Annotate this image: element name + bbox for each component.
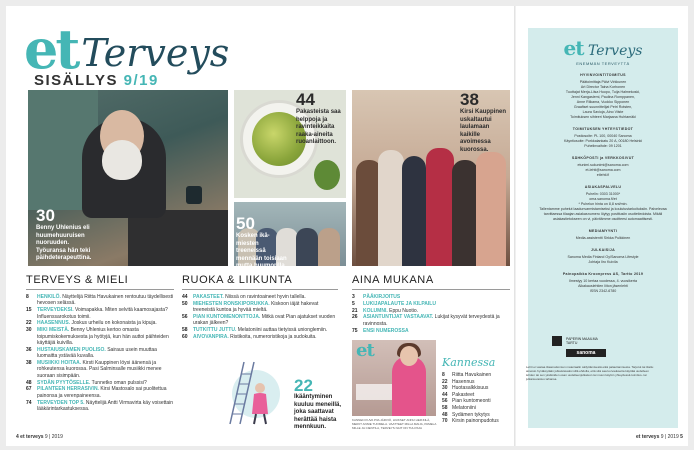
kannessa-text: Melatoniini	[452, 404, 476, 411]
badge-text: PAPERIN MAAILMA TARTU	[566, 337, 598, 345]
toc-item	[26, 360, 174, 379]
photo-caption-group	[236, 216, 288, 266]
toc-text	[37, 400, 174, 413]
toc-description: Näyttelijä Antti Virmavirta käy voisettain lääkärintarkastuksessa.	[37, 399, 174, 413]
toc-item	[26, 400, 174, 413]
masthead-block-title: TOIMITUKSEN YHTEYSTIEDOT	[572, 127, 634, 131]
toc-page-number: 38	[26, 360, 32, 367]
toc-page-number: 48	[26, 379, 32, 386]
toc-page-number: 56	[182, 314, 188, 320]
masthead-line: ISSN 2342-6780	[589, 289, 617, 293]
toc-keyword: HENKILÖ.	[37, 294, 61, 300]
toc-item	[182, 327, 338, 333]
folio-page-number: 4	[16, 434, 19, 440]
logo-name: Terveys	[81, 31, 230, 75]
kannessa-page: 56	[442, 398, 448, 405]
toc-text	[193, 301, 338, 314]
kannessa-item	[442, 379, 514, 386]
toc-keyword: MIKI MEISTÄ.	[37, 327, 70, 334]
page-folio-right	[636, 434, 683, 440]
masthead-line: Tuottajat Merja-Liisa Huopo, Tuija Halmekoski,	[565, 90, 641, 94]
toc-item	[352, 294, 510, 300]
kannessa-page: 44	[442, 391, 448, 398]
toc-page-number: 50	[182, 300, 188, 307]
photo-caption-text: Kosken ikä-miesten treeneissä mennään toisiaan mutta huumorilla.	[236, 233, 287, 266]
masthead-line: Media-assistentti Sirkka Pulkkinen	[575, 236, 631, 240]
toc-description: Melatoniini auttaa tietyissä unionglemiin.	[237, 327, 328, 334]
cover-logo: et	[356, 340, 374, 361]
masthead-legal: Lehti ei vastaa tilaamattomien materiaalin säilyttämisestä eikä palauttamisesta. Tarjotut tai tilattu aineisto hyväksytään julkaistavaksi sillä ehdolla, että sitä saa korvauksetta käyttää uudelleen lehden tai sen yksiköiden osan uudelleenjulkaisun tai muun käytön yhteydessä toimitus- tai julkaisuvastuu tahansa.	[526, 365, 654, 381]
masthead-line: Aikakauslehtien liiton jäsenlehti	[578, 284, 628, 288]
masthead-block-title: SÄHKÖPOSTI ja VERKKOSIVUT	[571, 156, 635, 160]
logo-et: et	[24, 17, 78, 81]
toc-text	[193, 327, 338, 333]
photo-caption-text: Benny Uhlenius eli huumehuuruisen nuoruuden. Työuransa hän teki päihdeterapeuttina.	[36, 225, 92, 261]
toc-description: Sairaus usein muuttaa luomaitta ystävää kuvalla.	[37, 346, 157, 360]
masthead-line: Graafiset suunnittelijat Petri Rotsten,	[573, 105, 633, 109]
toc-page-number: 21	[352, 307, 358, 314]
photo-benny-uhlenius	[28, 90, 228, 266]
masthead-page	[516, 6, 688, 446]
kannessa-item	[442, 405, 514, 412]
folio-issue: 9 | 2019	[660, 434, 679, 440]
masthead-line: Anne Riikama, Vuokko Sipponen	[576, 100, 630, 104]
toc-item	[26, 320, 174, 326]
toc-page-number: 44	[182, 294, 188, 300]
toc-item	[182, 334, 338, 340]
kannessa-item	[442, 412, 514, 419]
photo-caption-text: Kirsi Kauppinen uskaltautui laulamaan kaikille avoimessa kuorossa.	[460, 109, 507, 153]
masthead-line: Puhelin: 0303 31000*	[585, 192, 621, 196]
toc-description: Näyttelijä Riitta Havukainen rentoutuu täydellisesti hevosen selässä.	[37, 294, 174, 307]
section-heading: RUOKA & LIIKUNTA	[182, 274, 338, 290]
toc-text	[363, 314, 510, 327]
section-heading: AINA MUKANA	[352, 274, 510, 290]
masthead-publisher	[528, 248, 678, 265]
kannessa-title: Kannessa	[442, 356, 496, 369]
toc-text	[363, 308, 510, 314]
masthead-logos	[552, 336, 632, 357]
photo-caption-choir	[460, 92, 508, 154]
masthead-line: Päätoimittaja Päivi Virkkunen	[579, 80, 627, 84]
toc-description: Mitkä ovat Pian ajatukset vuoden urakan jälkeen?	[193, 314, 336, 327]
toc-description: Kirsti Kauppinen löysi äänensä ja rohkeutensa kuorossa. Pasi Salminsalle musiikki menee suoraan sisimpään.	[37, 360, 162, 379]
issue-heading	[34, 72, 159, 89]
toc-keyword: PÄÄKIRJOITUS	[363, 294, 401, 300]
issue-title: SISÄLLYS	[34, 72, 118, 89]
badge-icon	[552, 336, 562, 346]
masthead-block-title: ASIAKASPALVELU	[584, 185, 622, 189]
sanoma-logo: sanoma	[566, 349, 606, 357]
ladder-illustration	[216, 358, 288, 426]
toc-page-number: 30	[26, 327, 32, 334]
toc-keyword: MUSIIKKI HOITAA.	[37, 360, 82, 367]
folio-page-number: 5	[680, 434, 683, 440]
toc-page-number: 3	[352, 294, 355, 300]
toc-text	[37, 327, 174, 346]
kannessa-page: 22	[442, 378, 448, 385]
kannessa-item	[442, 398, 514, 405]
toc-text	[363, 328, 510, 334]
kannessa-text: Hasennus	[452, 378, 475, 385]
toc-keyword: TERVEYDEN TOP 5.	[37, 399, 85, 406]
section-heading: TERVEYS & MIELI	[26, 274, 174, 290]
toc-keyword: LUKIJAPALAUTE JA KILPAILU	[363, 300, 436, 307]
toc-page-number: 36	[26, 346, 32, 353]
section-ruoka-liikunta	[182, 274, 338, 341]
toc-item	[182, 314, 338, 327]
masthead-line: Postiosoite: PL 100, 00040 Sanoma	[574, 134, 632, 138]
photo-page-number: 44	[296, 90, 315, 109]
toc-page-number: 75	[352, 327, 358, 334]
toc-description: Joskus urheilu on kokonaista ja kipuja.	[71, 320, 157, 327]
kannessa-text: Huotasalkkisuus	[452, 385, 489, 392]
toc-item	[182, 301, 338, 314]
illustration-caption	[294, 378, 342, 432]
photo-choir	[352, 90, 510, 266]
masthead-print	[528, 272, 678, 294]
toc-page-number: 22	[26, 320, 32, 327]
photo-caption-text: Pakasteista saa helppoja ja ravinteikkaita raaka-aineita ruoanlaittoon.	[296, 109, 341, 145]
kannessa-items	[442, 372, 514, 425]
photo-page-number: 30	[36, 206, 55, 225]
masthead-line: Jenni Kangaslemi, Paulina Romppanen,	[571, 95, 635, 99]
toc-keyword: PAKASTEET.	[193, 294, 224, 300]
kannessa-page: 70	[442, 418, 448, 425]
section-aina-mukana	[352, 274, 510, 334]
masthead-line: Art Director Taina Korhonen	[580, 85, 626, 89]
photo-men-training	[234, 202, 346, 266]
toc-page-number: 60	[182, 334, 188, 340]
page-folio-left	[16, 434, 63, 440]
masthead-line: Puhelinvaihde: 09 1201	[584, 144, 622, 148]
folio-magazine: et terveys	[636, 434, 660, 440]
toc-item	[182, 294, 338, 300]
toc-page-number: 58	[182, 327, 188, 334]
toc-keyword: AIVOVANPIRA.	[193, 334, 229, 340]
toc-text	[37, 360, 174, 379]
toc-keyword: HAASENNUS.	[37, 320, 71, 327]
masthead-line: Käyntiosoite: Porkkalankatu 20 A, 00180 Helsinki	[563, 139, 643, 143]
toc-page-number: 15	[26, 307, 32, 314]
kannessa-page: 58	[442, 404, 448, 411]
masthead-logo-name: Terveys	[587, 43, 643, 59]
toc-page-number: 67	[26, 386, 32, 393]
toc-text	[193, 334, 338, 340]
toc-item	[352, 308, 510, 314]
masthead-block-title: HYVINVOINTITOIMITUS	[580, 73, 626, 77]
masthead-line: etunimi.sukunimi@sanoma.com	[577, 163, 629, 167]
toc-item	[352, 314, 510, 327]
toc-item	[26, 380, 174, 386]
toc-page-number: 26	[352, 314, 358, 321]
kannessa-text: Riitta Havukainen	[452, 372, 492, 378]
masthead-line: Toimituksen sihteeri Marjaana Huhtamäki	[570, 115, 636, 119]
masthead-line: Sanoma Media Finland Oy/Sanoma Lifestyle	[567, 255, 639, 259]
toc-description: Eppu Nuotio.	[389, 307, 419, 314]
masthead-logo-et: et	[563, 36, 584, 60]
toc-text	[363, 294, 510, 300]
toc-list	[352, 294, 510, 334]
toc-text	[37, 380, 174, 386]
toc-keyword: SYDÄN PYYTÖSELLE.	[37, 379, 91, 386]
photo-frozen-food	[234, 90, 346, 198]
kannessa-list	[442, 356, 514, 425]
toc-text	[193, 314, 338, 327]
toc-page-number: 5	[352, 300, 355, 307]
issue-number: 9/19	[123, 72, 159, 89]
masthead-contact	[528, 127, 678, 149]
masthead-logo	[528, 36, 678, 60]
kannessa-item	[442, 385, 514, 392]
toc-page-number: 8	[26, 294, 29, 300]
masthead-line: Ilmestyy 10 kertaa vuodessa, 4. vuosikerta	[569, 279, 637, 283]
toc-item	[26, 307, 174, 320]
toc-description: Benny Uhlenius kertoo omasta toipumiskokemuksesta ja hyötyjä, kun hän auttoi päihteiden käyttäjiä kuivilla.	[37, 327, 169, 347]
toc-item	[352, 328, 510, 334]
toc-item	[26, 327, 174, 346]
photo-page-number: 50	[236, 214, 255, 233]
toc-page-number: 74	[26, 399, 32, 406]
toc-list	[182, 294, 338, 340]
toc-keyword: MIEHESTEN RONSKIPORUKKA.	[193, 300, 270, 307]
toc-description: Kiskoon iäjät hakevat treeneistä kuntoa ja hyvää mieltä.	[193, 300, 319, 314]
kannessa-page: 48	[442, 411, 448, 418]
masthead-line: oma.sanoma.fi/et	[589, 197, 617, 201]
kannessa-text: Pakasteet	[452, 391, 475, 398]
masthead-line: Laura Savioja, Aino Viiste	[582, 110, 624, 114]
toc-description: Ristikoita, numeroristikoja ja sudokuita.	[230, 334, 317, 340]
toc-keyword: TUTKITTU JUTTU.	[193, 327, 237, 334]
toc-keyword: HUSTAIUSKAMEN PUOLISO.	[37, 346, 106, 353]
section-terveys-mieli	[26, 274, 174, 413]
toc-keyword: TERVEYDEKSI.	[37, 307, 74, 314]
toc-keyword: PILANTEEN HERRASIVIN.	[37, 386, 99, 393]
masthead-block-title: MEDIAMYYNTI	[588, 229, 618, 233]
masthead-block-title: Painopaikka Kroonpress AS, Tartto 2019	[562, 272, 644, 276]
masthead-tagline: ENEMMÄN TERVEYTTÄ	[576, 61, 630, 66]
masthead-line: et-lehti@sanoma.com	[585, 168, 621, 172]
masthead-customer-service	[528, 185, 678, 222]
toc-item	[26, 386, 174, 399]
illustration-page-number: 22	[294, 376, 313, 395]
masthead-block-title: JULKAISIJA	[591, 248, 615, 252]
folio-magazine: et terveys	[20, 434, 44, 440]
toc-description: Tunnetko oman pulssisi?	[91, 379, 147, 386]
toc-item	[352, 301, 510, 307]
folio-issue: 9 | 2019	[44, 434, 63, 440]
photo-page-number: 38	[460, 90, 479, 109]
toc-description: Voimapakka. Miten selvitä kaamosajasta? Influenssarokotus toimii.	[37, 307, 168, 320]
kannessa-item	[442, 392, 514, 399]
toc-keyword: ENSI NUMEROSSA	[363, 327, 409, 334]
masthead-line: Johtaja Iiro Kuivila	[588, 260, 618, 264]
toc-description: Niissä on ravintoaineet hyvin tallella.	[225, 294, 306, 300]
toc-text	[37, 307, 174, 320]
toc-text	[37, 386, 174, 399]
masthead-line: etlehti.fi	[596, 173, 610, 177]
toc-list	[26, 294, 174, 412]
kannessa-text: Pian kuntomeonti	[452, 398, 491, 405]
toc-description: Kirsi Mastosalo sai puolitettua painonsa ja verenpaineensa.	[37, 386, 167, 399]
illustration-caption-text: Ikääntyminen kuuluu meneillä, joka saattavat herättää haista mennkuun.	[294, 394, 342, 430]
toc-text	[193, 294, 338, 300]
kannessa-item	[442, 418, 514, 425]
masthead-line: * Puhelun hinta on 8,8 snt/min.	[578, 202, 628, 206]
paper-badge	[552, 336, 632, 346]
toc-keyword: PIAN KUNTOMENONTTOJA.	[193, 314, 261, 320]
toc-keyword: KOLUMNI.	[363, 307, 388, 314]
kannessa-page: 30	[442, 385, 448, 392]
kannessa-item	[442, 372, 514, 379]
masthead-staff	[528, 73, 678, 120]
toc-description: Lukijat kysyvät terveydestä ja ravinnosta.	[363, 314, 500, 327]
kannessa-page: 8	[442, 372, 445, 378]
cover-credit: KANNEN KUVA PIIA JÄRVIÖ, HIUKSET ANNU HEIKKILÄ, MEIKIT ANNIE TUOMELA. VAATTEET MILLA MAIJA, PAMELA MILLE JA CIENTILA, TERVEYS NAIT ON TULOSJA	[352, 418, 437, 430]
cover-thumbnail	[352, 340, 436, 416]
masthead-line: Tallentamme puhelut laadunvarmistamiseksi ja koulutustarkoituksiin. Palvelevaa tarvittaessa tilaajan asiakasnumero löytyy postitusiin osoitetiedoista. Mikäli asiakastietokseen on vi, päivitämme osoitteesi automaattisesti.	[539, 207, 667, 221]
toc-text	[37, 347, 174, 360]
kannessa-text: Sydämen tykytys	[452, 411, 490, 418]
toc-item	[26, 347, 174, 360]
photo-caption-food	[296, 92, 344, 147]
masthead-email	[528, 156, 678, 178]
kannessa-text: Kirsin painonpudotus	[452, 418, 499, 425]
toc-item	[26, 294, 174, 307]
toc-text	[37, 294, 174, 307]
masthead-media-sales	[528, 229, 678, 241]
toc-keyword: ASIANTUNTIJAT VASTAAVAT.	[363, 314, 434, 321]
toc-text	[37, 320, 174, 326]
contents-page	[6, 6, 514, 446]
toc-text	[363, 301, 510, 307]
photo-caption-man	[36, 208, 100, 263]
